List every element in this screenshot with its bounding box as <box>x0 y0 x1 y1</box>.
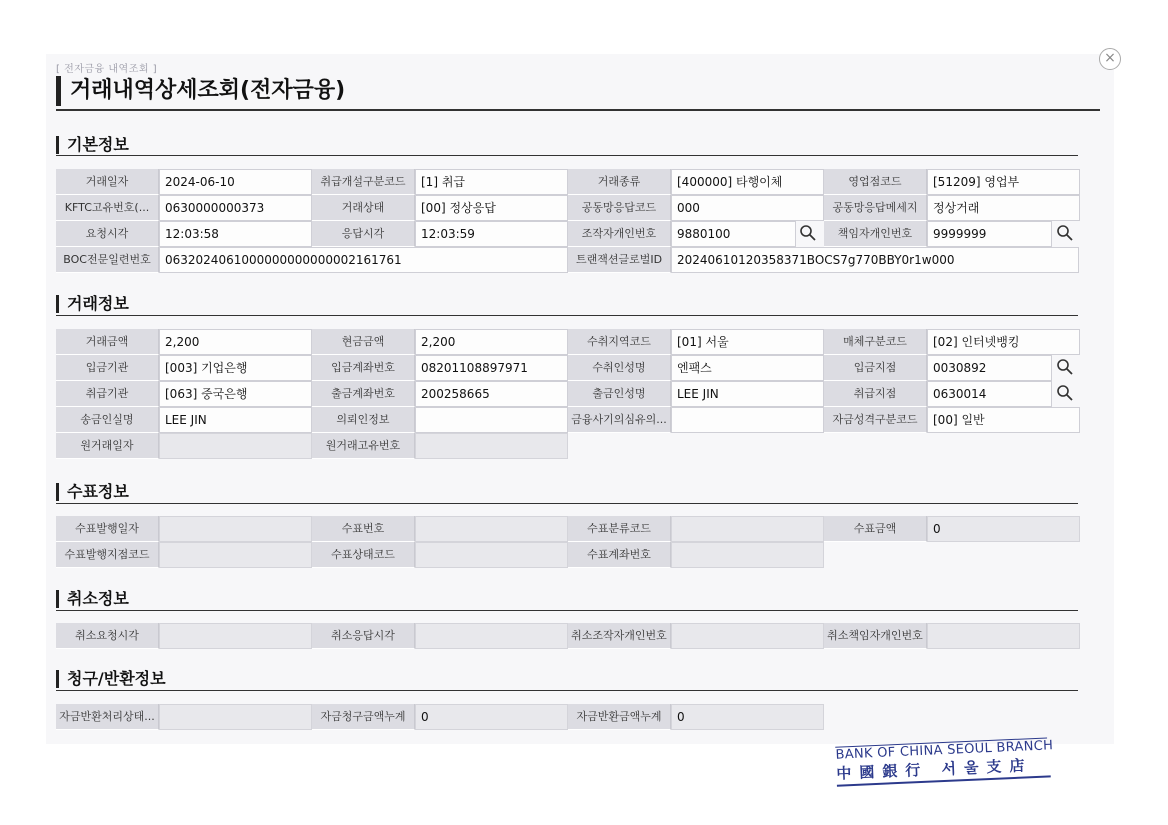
bank-branch-stamp <box>835 735 1053 788</box>
label-cheque-branch-code: 수표발행지점코드 <box>56 542 159 568</box>
page-title: 거래내역상세조회(전자금융) <box>56 76 345 106</box>
label-trade-type: 거래종류 <box>568 169 671 195</box>
value-cancel-operator-id <box>671 623 824 649</box>
search-icon[interactable] <box>1056 384 1074 402</box>
label-deposit-account: 입금계좌번호 <box>312 355 415 381</box>
stamp-english-text: BANK OF CHINA SEOUL BRANCH <box>835 738 1054 763</box>
label-handling-bank: 취급기관 <box>56 381 159 407</box>
section-divider <box>56 503 1078 504</box>
value-trade-amount: 2,200 <box>159 329 312 355</box>
value-recipient-name: 엔팩스 <box>671 355 824 381</box>
section-divider <box>56 610 1078 611</box>
label-request-time: 요청시각 <box>56 221 159 247</box>
label-original-trade-id: 원거래고유번호 <box>312 433 415 459</box>
label-deposit-branch: 입금지점 <box>824 355 927 381</box>
value-operator-id: 9880100 <box>671 221 796 247</box>
value-withdrawal-account: 200258665 <box>415 381 568 407</box>
value-cancel-manager-id <box>927 623 1080 649</box>
label-handling-branch: 취급지점 <box>824 381 927 407</box>
label-trade-status: 거래상태 <box>312 195 415 221</box>
value-request-time: 12:03:58 <box>159 221 312 247</box>
label-cancel-request-time: 취소요청시각 <box>56 623 159 649</box>
value-fraud-suspicion <box>671 407 824 433</box>
value-cheque-number <box>415 516 568 542</box>
value-original-trade-id <box>415 433 568 459</box>
label-branch-code: 영업점코드 <box>824 169 927 195</box>
label-claim-total: 자금청구금액누계 <box>312 704 415 730</box>
value-cheque-account <box>671 542 824 568</box>
label-media-code: 매체구분코드 <box>824 329 927 355</box>
value-deposit-branch: 0030892 <box>927 355 1052 381</box>
title-divider <box>56 109 1100 111</box>
value-refund-status <box>159 704 312 730</box>
value-handling-branch: 0630014 <box>927 381 1052 407</box>
value-fund-type: [00] 일반 <box>927 407 1080 433</box>
label-operator-id: 조작자개인번호 <box>568 221 671 247</box>
section-divider <box>56 315 1078 316</box>
section-title-claim: 청구/반환정보 <box>56 670 166 688</box>
section-divider <box>56 690 1078 691</box>
label-cheque-class-code: 수표분류코드 <box>568 516 671 542</box>
label-cheque-status-code: 수표상태코드 <box>312 542 415 568</box>
value-response-time: 12:03:59 <box>415 221 568 247</box>
label-client-info: 의뢰인정보 <box>312 407 415 433</box>
close-icon[interactable]: × <box>1099 48 1121 70</box>
value-media-code: [02] 인터넷뱅킹 <box>927 329 1080 355</box>
value-cancel-request-time <box>159 623 312 649</box>
section-title-cheque: 수표정보 <box>56 483 129 501</box>
value-network-response-message: 정상거래 <box>927 195 1080 221</box>
value-trade-date: 2024-06-10 <box>159 169 312 195</box>
label-fund-type: 자금성격구분코드 <box>824 407 927 433</box>
value-recipient-region: [01] 서울 <box>671 329 824 355</box>
label-network-response-message: 공동망응답메세지 <box>824 195 927 221</box>
label-recipient-region: 수취지역코드 <box>568 329 671 355</box>
label-manager-id: 책임자개인번호 <box>824 221 927 247</box>
value-cancel-response-time <box>415 623 568 649</box>
value-trade-status: [00] 정상응답 <box>415 195 568 221</box>
label-boc-serial: BOC전문일련번호 <box>56 247 159 273</box>
label-cancel-operator-id: 취소조작자개인번호 <box>568 623 671 649</box>
value-claim-total: 0 <box>415 704 568 730</box>
label-deposit-bank: 입금기관 <box>56 355 159 381</box>
value-cheque-amount: 0 <box>927 516 1080 542</box>
section-title-cancel: 취소정보 <box>56 590 129 608</box>
value-deposit-account: 08201108897971 <box>415 355 568 381</box>
search-icon[interactable] <box>1056 224 1074 242</box>
label-cancel-manager-id: 취소책임자개인번호 <box>824 623 927 649</box>
value-global-transaction-id: 20240610120358371BOCS7g770BBY0r1w000 <box>671 247 1079 273</box>
label-refund-status: 자금반환처리상태... <box>56 704 159 730</box>
value-branch-code: [51209] 영업부 <box>927 169 1080 195</box>
value-withdrawer-name: LEE JIN <box>671 381 824 407</box>
label-trade-amount: 거래금액 <box>56 329 159 355</box>
value-network-response-code: 000 <box>671 195 824 221</box>
value-cheque-status-code <box>415 542 568 568</box>
value-refund-total: 0 <box>671 704 824 730</box>
search-icon[interactable] <box>799 224 817 242</box>
section-title-basic: 기본정보 <box>56 136 129 154</box>
value-handling-code: [1] 취급 <box>415 169 568 195</box>
label-withdrawal-account: 출금계좌번호 <box>312 381 415 407</box>
label-remitter-name: 송금인실명 <box>56 407 159 433</box>
label-kftc-id: KFTC고유번호(... <box>56 195 159 221</box>
stamp-hanja-text: 中國銀行 서울支店 <box>836 753 1051 786</box>
label-original-trade-date: 원거래일자 <box>56 433 159 459</box>
label-refund-total: 자금반환금액누계 <box>568 704 671 730</box>
label-network-response-code: 공동망응답코드 <box>568 195 671 221</box>
breadcrumb: [ 전자금융 내역조회 ] <box>56 64 158 75</box>
section-title-trade: 거래정보 <box>56 295 129 313</box>
label-cheque-amount: 수표금액 <box>824 516 927 542</box>
value-cheque-branch-code <box>159 542 312 568</box>
value-kftc-id: 0630000000373 <box>159 195 312 221</box>
section-divider <box>56 155 1078 156</box>
value-manager-id: 9999999 <box>927 221 1052 247</box>
label-handling-code: 취급개설구분코드 <box>312 169 415 195</box>
value-client-info <box>415 407 568 433</box>
label-response-time: 응답시각 <box>312 221 415 247</box>
value-boc-serial: 0632024061000000000000002161761 <box>159 247 568 273</box>
value-handling-bank: [063] 중국은행 <box>159 381 312 407</box>
value-remitter-name: LEE JIN <box>159 407 312 433</box>
value-cheque-class-code <box>671 516 824 542</box>
label-recipient-name: 수취인성명 <box>568 355 671 381</box>
search-icon[interactable] <box>1056 358 1074 376</box>
label-fraud-suspicion: 금융사기의심유의... <box>568 407 671 433</box>
label-cheque-account: 수표계좌번호 <box>568 542 671 568</box>
value-deposit-bank: [003] 기업은행 <box>159 355 312 381</box>
value-cheque-issue-date <box>159 516 312 542</box>
label-cash-amount: 현금금액 <box>312 329 415 355</box>
value-cash-amount: 2,200 <box>415 329 568 355</box>
label-trade-date: 거래일자 <box>56 169 159 195</box>
value-original-trade-date <box>159 433 312 459</box>
label-global-transaction-id: 트랜잭션글로벌ID <box>568 247 671 273</box>
label-withdrawer-name: 출금인성명 <box>568 381 671 407</box>
label-cheque-number: 수표번호 <box>312 516 415 542</box>
label-cheque-issue-date: 수표발행일자 <box>56 516 159 542</box>
label-cancel-response-time: 취소응답시각 <box>312 623 415 649</box>
value-trade-type: [400000] 타행이체 <box>671 169 824 195</box>
